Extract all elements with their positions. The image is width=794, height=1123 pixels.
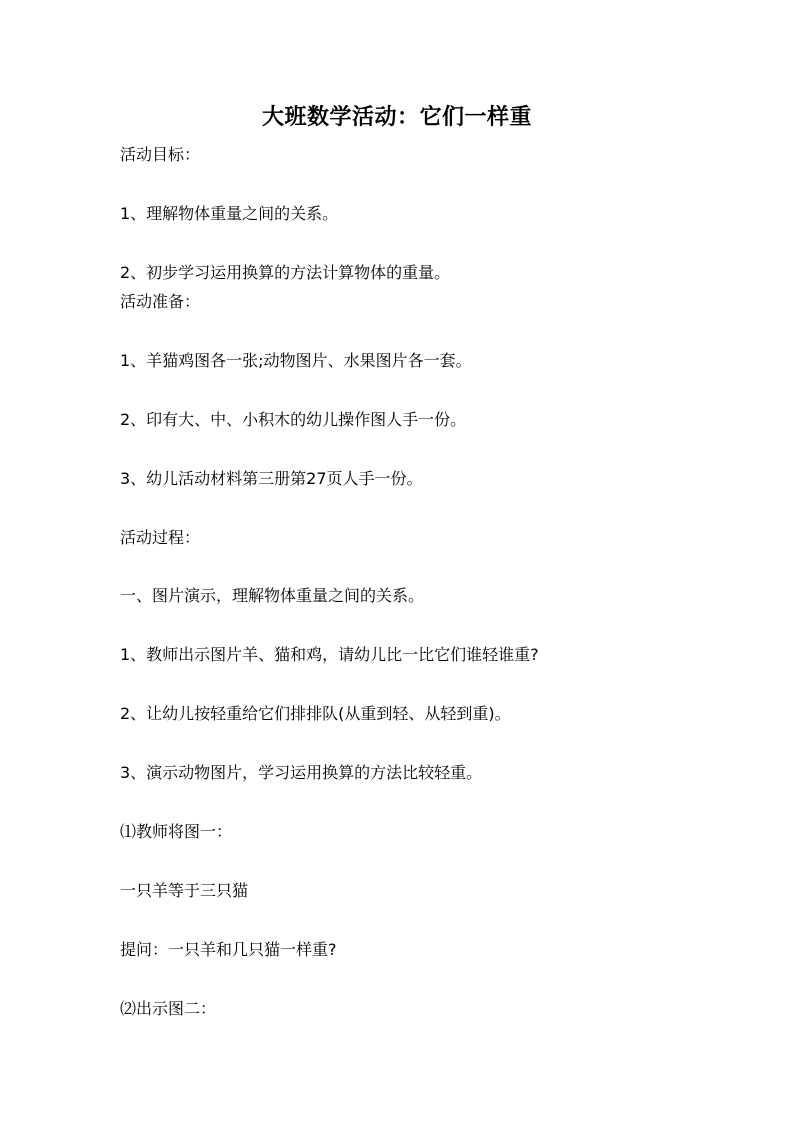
paragraph: 3、幼儿活动材料第三册第27页人手一份。 bbox=[120, 469, 423, 488]
paragraph: ⑵出示图二： bbox=[120, 999, 217, 1018]
document-title: 大班数学活动：它们一样重 bbox=[261, 105, 532, 130]
paragraph: 3、演示动物图片，学习运用换算的方法比较轻重。 bbox=[120, 763, 483, 782]
paragraph: ⑴教师将图一： bbox=[120, 822, 233, 841]
paragraph: 1、教师出示图片羊、猫和鸡，请幼儿比一比它们谁轻谁重? bbox=[120, 645, 539, 664]
paragraph: 2、初步学习运用换算的方法计算物体的重量。 bbox=[120, 263, 451, 282]
paragraph: 一只羊等于三只猫 bbox=[120, 881, 249, 900]
paragraph: 2、让幼儿按轻重给它们排排队(从重到轻、从轻到重)。 bbox=[120, 704, 511, 723]
section-heading-preparation: 活动准备： bbox=[120, 292, 201, 311]
paragraph: 1、理解物体重量之间的关系。 bbox=[120, 204, 339, 223]
paragraph: 1、羊猫鸡图各一张;动物图片、水果图片各一套。 bbox=[120, 351, 472, 370]
paragraph: 一、图片演示，理解物体重量之间的关系。 bbox=[120, 586, 425, 605]
section-heading-goals: 活动目标： bbox=[120, 145, 201, 164]
section-heading-process: 活动过程： bbox=[120, 528, 201, 547]
paragraph: 2、印有大、中、小积木的幼儿操作图人手一份。 bbox=[120, 410, 467, 429]
paragraph: 提问：一只羊和几只猫一样重? bbox=[120, 940, 337, 959]
